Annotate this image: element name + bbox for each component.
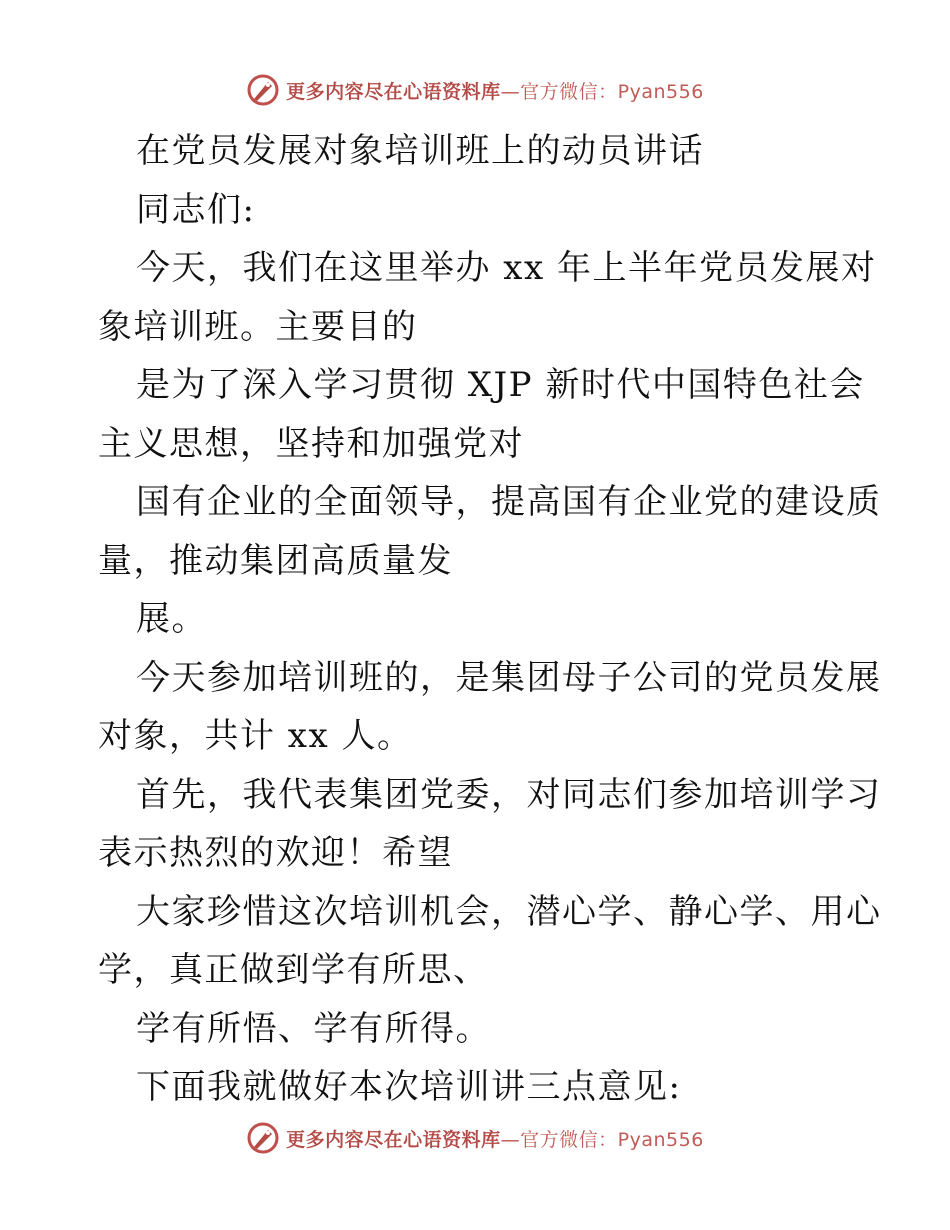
salutation: 同志们: <box>136 189 256 230</box>
paragraph-line: 首先，我代表集团党委，对同志们参加培训学习 <box>136 774 882 815</box>
paragraph-line: 主义思想，坚持和加强党对 <box>98 423 524 464</box>
watermark-contact: 官方微信：Pyan556 <box>520 80 704 103</box>
paragraph-line: 是为了深入学习贯彻 XJP 新时代中国特色社会 <box>136 365 865 405</box>
paragraph-line: 表示热烈的欢迎！希望 <box>98 833 453 873</box>
paragraph-line: 国有企业的全面领导，提高国有企业党的建设质 <box>136 482 882 522</box>
watermark-contact: 官方微信：Pyan556 <box>520 1128 704 1151</box>
paragraph-line: 下面我就做好本次培训讲三点意见: <box>136 1067 682 1107</box>
paragraph-line: 学，真正做到学有所思、 <box>98 950 489 990</box>
document-title: 在党员发展对象培训班上的动员讲话 <box>136 131 704 171</box>
paragraph-line: 展。 <box>136 599 207 639</box>
watermark-separator: — <box>500 80 521 103</box>
document-body <box>98 122 882 1117</box>
watermark-separator: — <box>500 1128 521 1151</box>
watermark-brand: 更多内容尽在心语资料库 <box>286 1128 501 1151</box>
watermark-brand: 更多内容尽在心语资料库 <box>286 80 501 103</box>
watermark-text <box>286 1125 704 1152</box>
paragraph-line: 今天，我们在这里举办 xx 年上半年党员发展对 <box>136 248 877 288</box>
pen-nib-logo-icon <box>246 1121 280 1155</box>
paragraph-line: 量，推动集团高质量发 <box>98 540 453 581</box>
footer-watermark <box>0 1118 950 1158</box>
paragraph-line: 象培训班。主要目的 <box>98 306 418 347</box>
pen-nib-logo-icon <box>246 73 280 107</box>
paragraph-line: 大家珍惜这次培训机会，潜心学、静心学、用心 <box>136 891 882 932</box>
watermark-text <box>286 77 704 104</box>
header-watermark <box>0 70 950 110</box>
paragraph-line: 今天参加培训班的，是集团母子公司的党员发展 <box>136 657 882 698</box>
paragraph-line: 对象，共计 xx 人。 <box>98 716 413 756</box>
paragraph-line: 学有所悟、学有所得。 <box>136 1008 491 1049</box>
